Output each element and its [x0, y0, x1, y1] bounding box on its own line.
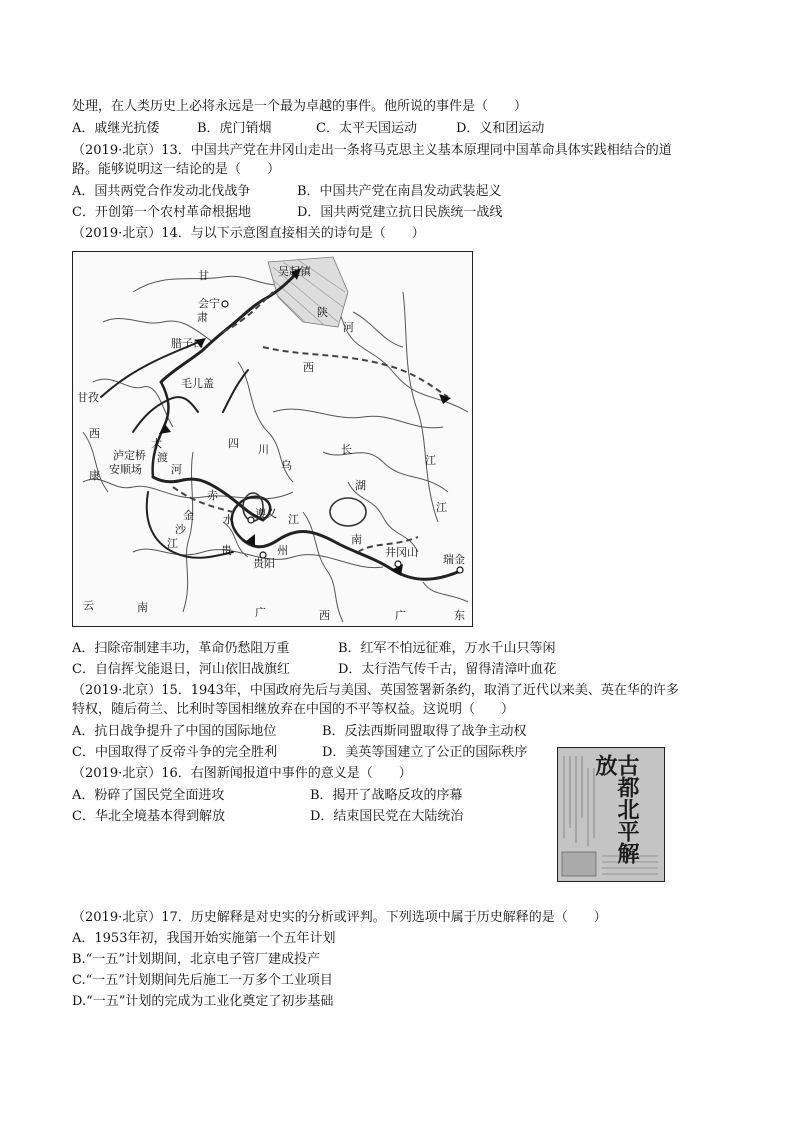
map-label-ruijin: 瑞金: [443, 553, 465, 566]
map-label-xi2: 西: [319, 609, 330, 622]
map-label-su: 肃: [197, 311, 208, 324]
q12-option-c[interactable]: C．太平天国运动: [316, 121, 417, 136]
q13-option-d[interactable]: D．国共两党建立抗日民族统一战线: [297, 205, 503, 220]
map-label-si: 四: [228, 437, 239, 450]
map-label-hu: 湖: [355, 479, 366, 492]
map-label-kang: 康: [89, 469, 100, 482]
map-label-jin: 金: [183, 509, 194, 522]
map-label-jinggangshan: 井冈山: [385, 546, 418, 559]
q16-option-a[interactable]: A．粉碎了国民党全面进攻: [72, 788, 225, 803]
q17-option-b[interactable]: B.“一五”计划期间，北京电子管厂建成投产: [72, 952, 320, 967]
q16-option-d[interactable]: D．结束国民党在大陆统治: [310, 809, 464, 824]
map-label-gan: 甘: [198, 269, 209, 282]
map-label-lazikou: 腊子口: [171, 337, 204, 350]
map-label-shan: 陕: [317, 306, 328, 319]
map-label-du: 渡: [157, 451, 168, 464]
map-label-shui: 水: [223, 513, 234, 526]
q16-option-c[interactable]: C．华北全境基本得到解放: [72, 809, 225, 824]
map-label-gui: 贵: [221, 544, 232, 557]
q15-option-a[interactable]: A．抗日战争提升了中国的国际地位: [72, 724, 277, 739]
q13-option-c[interactable]: C．开创第一个农村革命根据地: [72, 205, 251, 220]
map-label-guiyang: 贵阳: [253, 557, 275, 570]
newspaper-headline: 古都北平解放: [592, 754, 640, 864]
map-label-ganzi: 甘孜: [77, 391, 99, 404]
q12-option-b[interactable]: B．虎门销烟: [197, 121, 272, 136]
map-label-da: 大: [151, 437, 162, 450]
map-label-zunyi: 遵义: [255, 507, 277, 520]
q14-option-d[interactable]: D．太行浩气传千古，留得清漳叶血花: [338, 662, 557, 677]
q14-option-b[interactable]: B．红军不怕远征难，万水千山只等闲: [338, 641, 556, 656]
map-label-dong: 东: [454, 609, 465, 622]
map-label-jiang3: 江: [167, 537, 178, 550]
map-label-jiang-e: 江: [425, 454, 436, 467]
q13-stem-line1: （2019·北京）13．中国共产党在井冈山走出一条将马克思主义基本原理同中国革命具体实践相结合的道: [72, 143, 672, 158]
q12-stem-tail: 处理，在人类历史上必将永远是一个最为卓越的事件。他所说的事件是（ ）: [72, 99, 528, 114]
map-label-jiang4: 江: [288, 513, 299, 526]
q17-option-d[interactable]: D.“一五”计划的完成为工业化奠定了初步基础: [72, 994, 334, 1009]
q13-option-a[interactable]: A．国共两党合作发动北伐战争: [72, 184, 251, 199]
q12-option-a[interactable]: A．戚继光抗倭: [72, 121, 160, 136]
map-label-chi: 赤: [207, 489, 218, 502]
q13-option-b[interactable]: B．中国共产党在南昌发动武装起义: [297, 184, 502, 199]
map-label-nan: 南: [351, 533, 362, 546]
map-label-xi: 西: [303, 361, 314, 374]
q13-stem-line2: 路。能够说明这一结论的是（ ）: [72, 162, 281, 177]
map-label-huining: 会宁: [198, 297, 220, 310]
q12-option-d[interactable]: D．义和团运动: [456, 121, 545, 136]
q15-stem-line2: 特权，随后荷兰、比利时等国相继放弃在中国的不平等权益。这说明（ ）: [72, 702, 515, 717]
q17-option-c[interactable]: C.“一五”计划期间先后施工一万多个工业项目: [72, 973, 333, 988]
map-label-kang-xi: 西: [89, 427, 100, 440]
map-label-guang: 广: [255, 606, 266, 619]
map-label-maoergai: 毛儿盖: [181, 377, 214, 390]
map-label-chang: 长: [341, 443, 352, 456]
long-march-map: [72, 251, 473, 627]
map-label-nan2: 南: [137, 601, 148, 614]
map-label-yun: 云: [83, 599, 94, 612]
q16-stem: （2019·北京）16．右图新闻报道中事件的意义是（ ）: [72, 766, 412, 781]
map-label-zhou: 州: [277, 544, 288, 557]
map-label-jiang2: 江: [436, 501, 447, 514]
dashed-routes: [173, 292, 448, 552]
q17-option-a[interactable]: A．1953年初，我国开始实施第一个五年计划: [72, 931, 336, 946]
map-label-luding: 泸定桥: [113, 449, 146, 462]
city-markers: [222, 301, 463, 573]
q15-option-b[interactable]: B．反法西斯同盟取得了战争主动权: [322, 724, 527, 739]
map-label-sha: 沙: [175, 523, 186, 536]
q14-option-c[interactable]: C．自信挥戈能退日，河山依旧战旗红: [72, 662, 290, 677]
q15-option-c[interactable]: C．中国取得了反帝斗争的完全胜利: [72, 745, 277, 760]
map-label-anshun: 安顺场: [109, 463, 142, 476]
map-label-he2: 河: [171, 463, 182, 476]
map-label-chuan: 川: [258, 443, 269, 456]
q15-stem-line1: （2019·北京）15．1943年，中国政府先后与美国、英国签署新条约，取消了近代以来美、英在华的许多: [72, 683, 679, 698]
q14-stem: （2019·北京）14．与以下示意图直接相关的诗句是（ ）: [72, 226, 425, 241]
q14-option-a[interactable]: A．扫除帝制建丰功，革命仍愁阻万重: [72, 641, 290, 656]
map-label-wuqizhen: 吴起镇: [278, 265, 311, 278]
q17-stem: （2019·北京）17．历史解释是对史实的分析或评判。下列选项中属于历史解释的是（ ）: [72, 910, 607, 925]
map-label-guang2: 广: [395, 609, 406, 622]
q16-option-b[interactable]: B．揭开了战略反攻的序幕: [310, 788, 463, 803]
map-label-wu: 乌: [281, 459, 292, 472]
q15-option-d[interactable]: D．美英等国建立了公正的国际秩序: [322, 745, 528, 760]
newspaper-clipping-image: [557, 747, 665, 882]
map-label-he: 河: [343, 321, 354, 334]
